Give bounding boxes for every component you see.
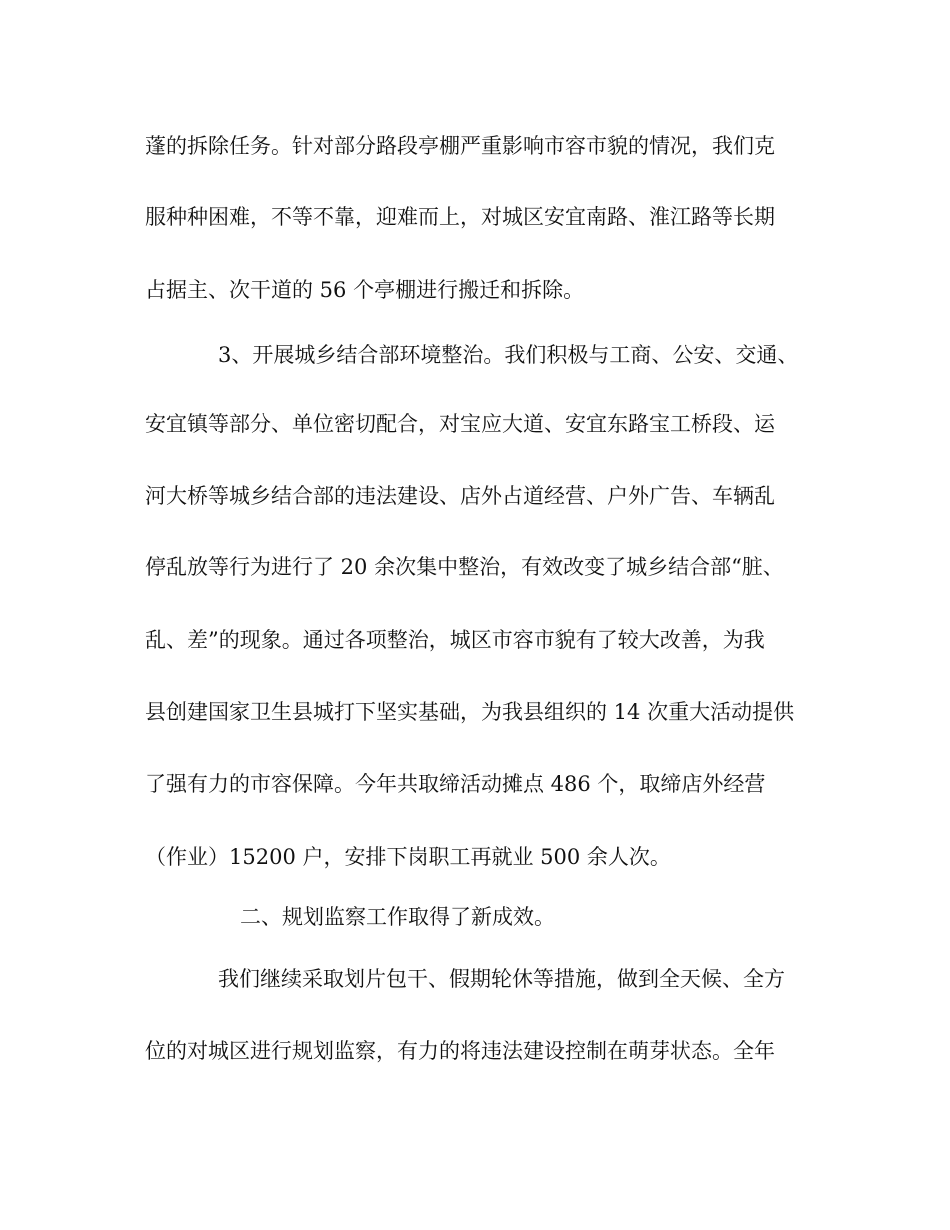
- section-heading: 二、规划监察工作取得了新成效。: [240, 905, 555, 929]
- text-line: 了强有力的市容保障。今年共取缔活动摊点 486 个，取缔店外经营: [145, 772, 766, 796]
- text-line: 服种种困难，不等不靠，迎难而上，对城区安宜南路、淮江路等长期: [145, 205, 775, 229]
- text-line: 县创建国家卫生县城打下坚实基础，为我县组织的 14 次重大活动提供: [145, 700, 795, 724]
- text-line: （作业）15200 户，安排下岗职工再就业 500 余人次。: [145, 845, 671, 869]
- text-line: 停乱放等行为进行了 20 余次集中整治，有效改变了城乡结合部“脏、: [145, 555, 784, 579]
- text-line: 占据主、次干道的 56 个亭棚进行搬迁和拆除。: [145, 278, 585, 302]
- text-line: 蓬的拆除任务。针对部分路段亭棚严重影响市容市貌的情况，我们克: [145, 134, 775, 158]
- text-line: 我们继续采取划片包干、假期轮休等措施，做到全天候、全方: [218, 967, 785, 991]
- text-line: 乱、差”的现象。通过各项整治，城区市容市貌有了较大改善，为我: [145, 628, 765, 652]
- text-line: 河大桥等城乡结合部的违法建设、店外占道经营、户外广告、车辆乱: [145, 484, 775, 508]
- text-line: 3、开展城乡结合部环境整治。我们积极与工商、公安、交通、: [218, 343, 799, 367]
- text-line: 安宜镇等部分、单位密切配合，对宝应大道、安宜东路宝工桥段、运: [145, 412, 775, 436]
- text-line: 位的对城区进行规划监察，有力的将违法建设控制在萌芽状态。全年: [145, 1039, 775, 1063]
